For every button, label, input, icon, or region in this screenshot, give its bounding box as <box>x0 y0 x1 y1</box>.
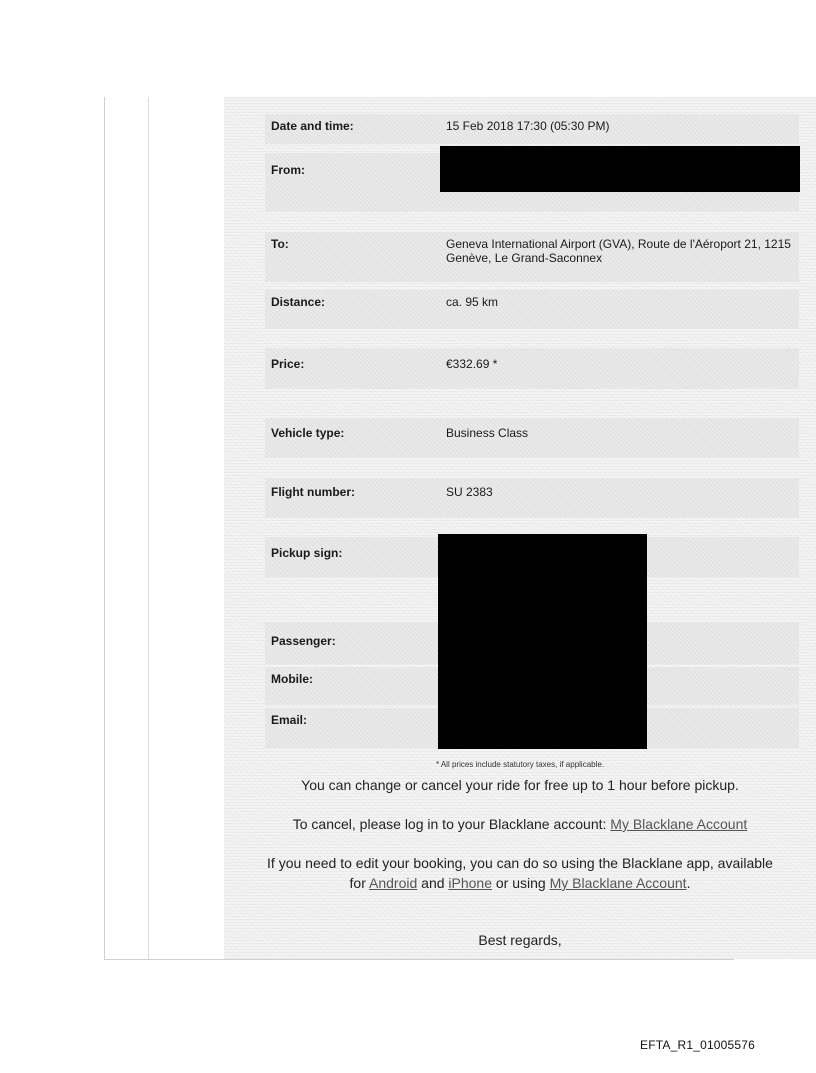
label-date-time: Date and time: <box>265 114 440 144</box>
edit-booking-line-2 <box>224 874 816 893</box>
label-to: To: <box>265 232 440 282</box>
value-flight-number: SU 2383 <box>440 478 799 518</box>
android-link[interactable]: Android <box>369 875 418 891</box>
cancel-text: To cancel, please log in to your Blacklane account: <box>292 816 611 832</box>
row-flight-number <box>265 478 799 518</box>
price-footnote: * All prices include statutory taxes, if applicable. <box>435 760 605 769</box>
label-email: Email: <box>265 708 440 748</box>
label-mobile: Mobile: <box>265 667 440 705</box>
redaction-contact <box>438 534 647 749</box>
row-vehicle-type <box>265 418 799 458</box>
value-price: €332.69 * <box>440 348 799 389</box>
iphone-link[interactable]: iPhone <box>448 875 492 891</box>
for-text: for <box>349 875 369 891</box>
frame-left-border <box>104 97 105 959</box>
change-cancel-note: You can change or cancel your ride for free up to 1 hour before pickup. <box>301 777 739 793</box>
label-vehicle-type: Vehicle type: <box>265 418 440 458</box>
my-account-link[interactable]: My Blacklane Account <box>610 816 748 832</box>
label-flight-number: Flight number: <box>265 478 440 518</box>
edit-booking-line-1: If you need to edit your booking, you can do so using the Blacklane app, available <box>267 855 773 871</box>
document-id: EFTA_R1_01005576 <box>640 1038 756 1052</box>
value-to: Geneva International Airport (GVA), Route de l'Aéroport 21, 1215 Genève, Le Grand-Saconnex <box>440 232 799 282</box>
label-distance: Distance: <box>265 290 440 329</box>
row-price <box>265 348 799 389</box>
redaction-from <box>440 146 800 192</box>
frame-inner-border <box>148 97 149 959</box>
label-passenger: Passenger: <box>265 622 440 664</box>
row-date-time <box>265 114 799 144</box>
value-vehicle-type: Business Class <box>440 418 799 458</box>
value-date-time: 15 Feb 2018 17:30 (05:30 PM) <box>440 114 799 144</box>
row-distance <box>265 290 799 329</box>
my-account-link-2[interactable]: My Blacklane Account <box>549 875 687 891</box>
frame-bottom-border <box>104 959 734 960</box>
cancel-instructions <box>224 815 816 834</box>
label-pickup-sign: Pickup sign: <box>265 537 440 577</box>
or-using-text: or using <box>492 875 550 891</box>
closing-regards: Best regards, <box>478 932 562 948</box>
label-from: From: <box>265 153 440 212</box>
row-to <box>265 232 799 282</box>
label-price: Price: <box>265 348 440 389</box>
and-text: and <box>417 875 449 891</box>
period-text: . <box>686 875 691 891</box>
value-distance: ca. 95 km <box>440 290 799 329</box>
